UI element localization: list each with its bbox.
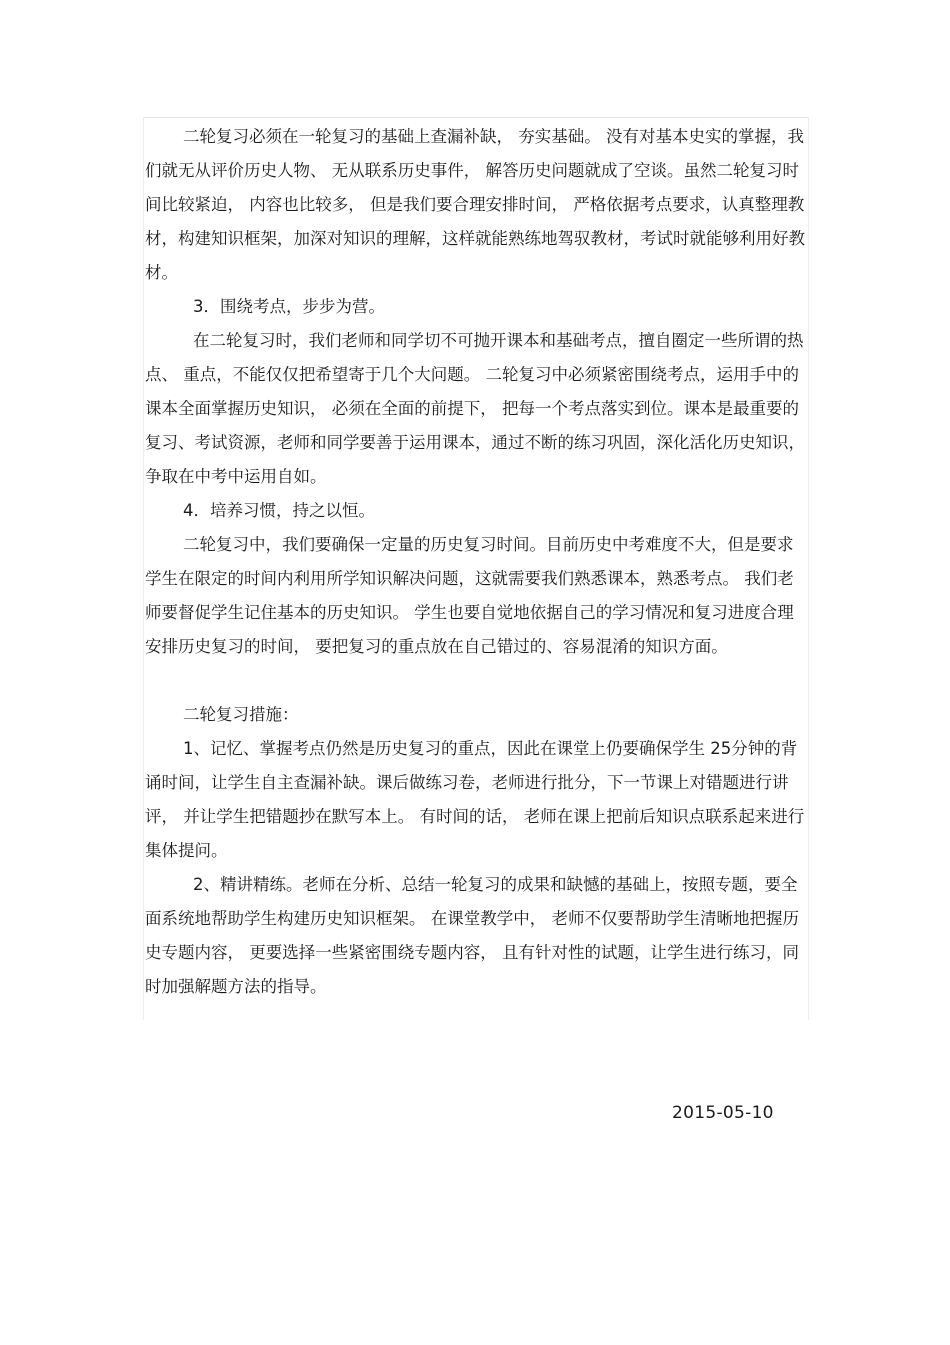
paragraph-habits: 二轮复习中，我们要确保一定量的历史复习时间。目前历史中考难度不大，但是要求学生在限定的时间内利用所学知识解决问题，这就需要我们熟悉课本，熟悉考点。 我们老师要督促学生记住基本的历史知识。 学生也要自觉地依据自己的学习情况和复习进度合理安排历史复习的时间， 要把复习的重点放在自己错过的、容易混淆的知识方面。 xyxy=(145,535,794,656)
heading-3: 3．围绕考点，步步为营。 xyxy=(193,297,385,316)
paragraph-measure-2: 2、精讲精练。老师在分析、总结一轮复习的成果和缺憾的基础上，按照专题，要全面系统地帮助学生构建历史知识框架。 在课堂教学中， 老师不仅要帮助学生清晰地把握历史专题内容， 更要选择一些紧密围绕专题内容， 且有针对性的试题，让学生进行练习，同时加强解题方法的指导。 xyxy=(145,875,799,996)
page-frame-right xyxy=(808,117,809,1020)
document-date: 2015-05-10 xyxy=(672,1103,774,1123)
paragraph-focus-exam-points: 在二轮复习时，我们老师和同学切不可抛开课本和基础考点，擅自圈定一些所谓的热点、 重点，不能仅仅把希望寄于几个大问题。 二轮复习中必须紧密围绕考点，运用手中的课本全面掌握历史知识， 必须在全面的前提下， 把每一个考点落实到位。课本是最重要的复习、考试资源，老师和同学要善于运用课本，通过不断的练习巩固，深化活化历史知识，争取在中考中运用自如。 xyxy=(145,331,805,486)
paragraph-foundation: 二轮复习必须在一轮复习的基础上查漏补缺， 夯实基础。 没有对基本史实的掌握，我们就无从评价历史人物、 无从联系历史事件， 解答历史问题就成了空谈。虽然二轮复习时间比较紧迫， 内容也比较多， 但是我们要合理安排时间， 严格依据考点要求，认真整理教材，构建知识框架，加深对知识的理解，这样就能熟练地驾驭教材，考试时就能够利用好教材。 xyxy=(145,127,805,282)
paragraph-measure-1: 1、记忆、掌握考点仍然是历史复习的重点，因此在课堂上仍要确保学生 25分钟的背诵时间，让学生自主查漏补缺。课后做练习卷，老师进行批分，下一节课上对错题进行讲评， 并让学生把错题抄在默写本上。 有时间的话， 老师在课上把前后知识点联系起来进行集体提问。 xyxy=(145,739,805,860)
heading-measures: 二轮复习措施： xyxy=(183,705,299,724)
blank-line xyxy=(145,664,805,698)
heading-4: 4．培养习惯，持之以恒。 xyxy=(183,501,375,520)
page-frame-top xyxy=(143,117,809,118)
page-frame-left xyxy=(143,117,144,1020)
document-body xyxy=(145,120,805,1004)
